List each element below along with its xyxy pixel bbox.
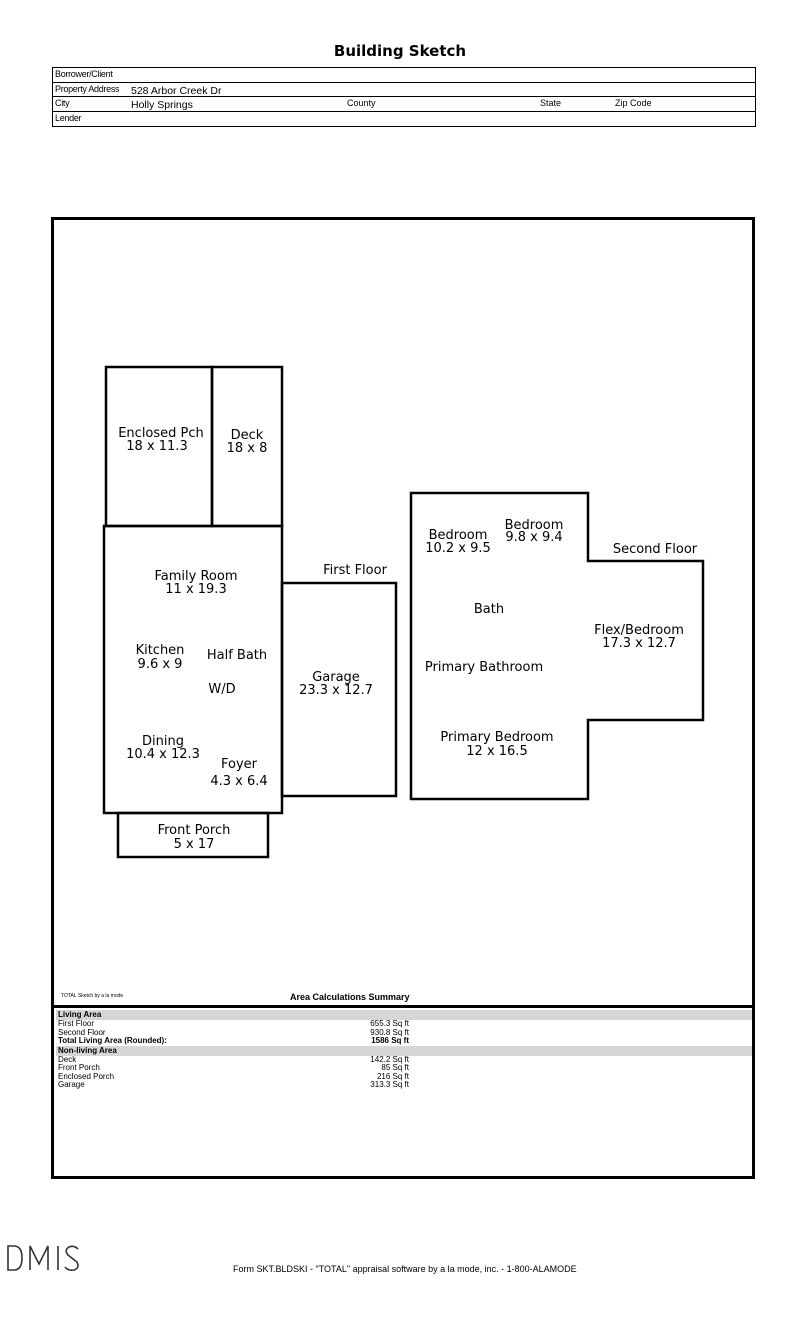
area-calc-table	[56, 1010, 752, 1090]
calc-row-value: 655.3 Sq ft	[370, 1019, 409, 1028]
total-living-value: 1586 Sq ft	[371, 1036, 409, 1045]
room-dim-kitchen: 9.6 x 9	[137, 657, 183, 672]
room-dim-bedroom-2: 9.8 x 9.4	[505, 530, 563, 545]
room-dim-flex-bedroom: 17.3 x 12.7	[602, 636, 676, 651]
state-label: State	[540, 98, 562, 108]
county-label: County	[347, 98, 376, 108]
room-name-wd: W/D	[208, 682, 236, 697]
second-floor-label: Second Floor	[612, 542, 698, 557]
calc-row-label: First Floor	[58, 1019, 94, 1028]
room-name-family-room: Family Room	[154, 569, 238, 584]
room-name-front-porch: Front Porch	[157, 823, 231, 838]
room-dim-enclosed-pch: 18 x 11.3	[126, 439, 188, 454]
calc-row-value: 85 Sq ft	[381, 1063, 409, 1072]
calc-row-value: 930.8 Sq ft	[370, 1027, 409, 1037]
room-name-primary-bathroom: Primary Bathroom	[424, 660, 544, 675]
calc-row-label: Second Floor	[58, 1027, 106, 1037]
room-dim-bedroom-1: 10.2 x 9.5	[425, 541, 491, 556]
room-dim-garage: 23.3 x 12.7	[299, 683, 373, 698]
calc-row-value: 313.3 Sq ft	[370, 1080, 409, 1089]
room-name-bath: Bath	[473, 602, 505, 617]
room-dim-dining: 10.4 x 12.3	[126, 747, 200, 762]
city-value: Holly Springs	[131, 99, 193, 111]
room-dim-foyer: 4.3 x 6.4	[210, 774, 268, 789]
room-dim-family-room: 11 x 19.3	[165, 582, 227, 597]
calc-row-value: 142.2 Sq ft	[370, 1054, 409, 1064]
address-label: Property Address	[55, 83, 120, 94]
non-living-header: Non-living Area	[56, 1046, 752, 1056]
calc-row-label: Front Porch	[58, 1063, 100, 1072]
room-dim-primary-bedroom: 12 x 16.5	[466, 744, 528, 759]
calc-row-value: 216 Sq ft	[376, 1071, 409, 1081]
room-name-garage: Garage	[312, 670, 360, 685]
room-name-primary-bedroom: Primary Bedroom	[440, 730, 554, 745]
room-dim-deck: 18 x 8	[226, 441, 268, 456]
city-label: City	[55, 98, 70, 108]
room-name-kitchen: Kitchen	[135, 643, 185, 658]
zip-label: Zip Code	[615, 98, 652, 108]
room-name-deck: Deck	[230, 428, 264, 443]
page-title: Building Sketch	[333, 42, 467, 60]
room-name-foyer: Foyer	[220, 757, 258, 772]
total-living-label: Total Living Area (Rounded):	[58, 1036, 167, 1045]
calc-divider	[51, 1005, 755, 1008]
calc-row	[56, 1081, 752, 1090]
sketch-credit: TOTAL Sketch by a la mode	[61, 993, 124, 999]
calc-row-label: Garage	[58, 1080, 85, 1089]
room-dim-front-porch: 5 x 17	[173, 837, 215, 852]
living-area-header: Living Area	[56, 1010, 752, 1020]
dmls-logo	[6, 1244, 106, 1274]
room-name-half-bath: Half Bath	[206, 648, 268, 663]
total-living-row	[56, 1037, 752, 1046]
form-footer: Form SKT.BLDSKI - "TOTAL" appraisal software by a la mode, inc. - 1-800-ALAMODE	[233, 1264, 577, 1274]
lender-label: Lender	[55, 112, 82, 123]
first-floor-label: First Floor	[323, 563, 387, 578]
room-name-dining: Dining	[142, 734, 184, 749]
room-name-enclosed-pch: Enclosed Pch	[118, 426, 204, 441]
area-calc-title: Area Calculations Summary	[290, 992, 410, 1002]
room-name-bedroom-1: Bedroom	[428, 528, 488, 543]
room-name-bedroom-2: Bedroom	[504, 518, 564, 533]
address-value: 528 Arbor Creek Dr	[131, 84, 222, 97]
calc-row-label: Deck	[58, 1054, 77, 1064]
borrower-label: Borrower/Client	[55, 69, 113, 79]
calc-row-label: Enclosed Porch	[58, 1071, 115, 1081]
room-name-flex-bedroom: Flex/Bedroom	[594, 623, 684, 638]
